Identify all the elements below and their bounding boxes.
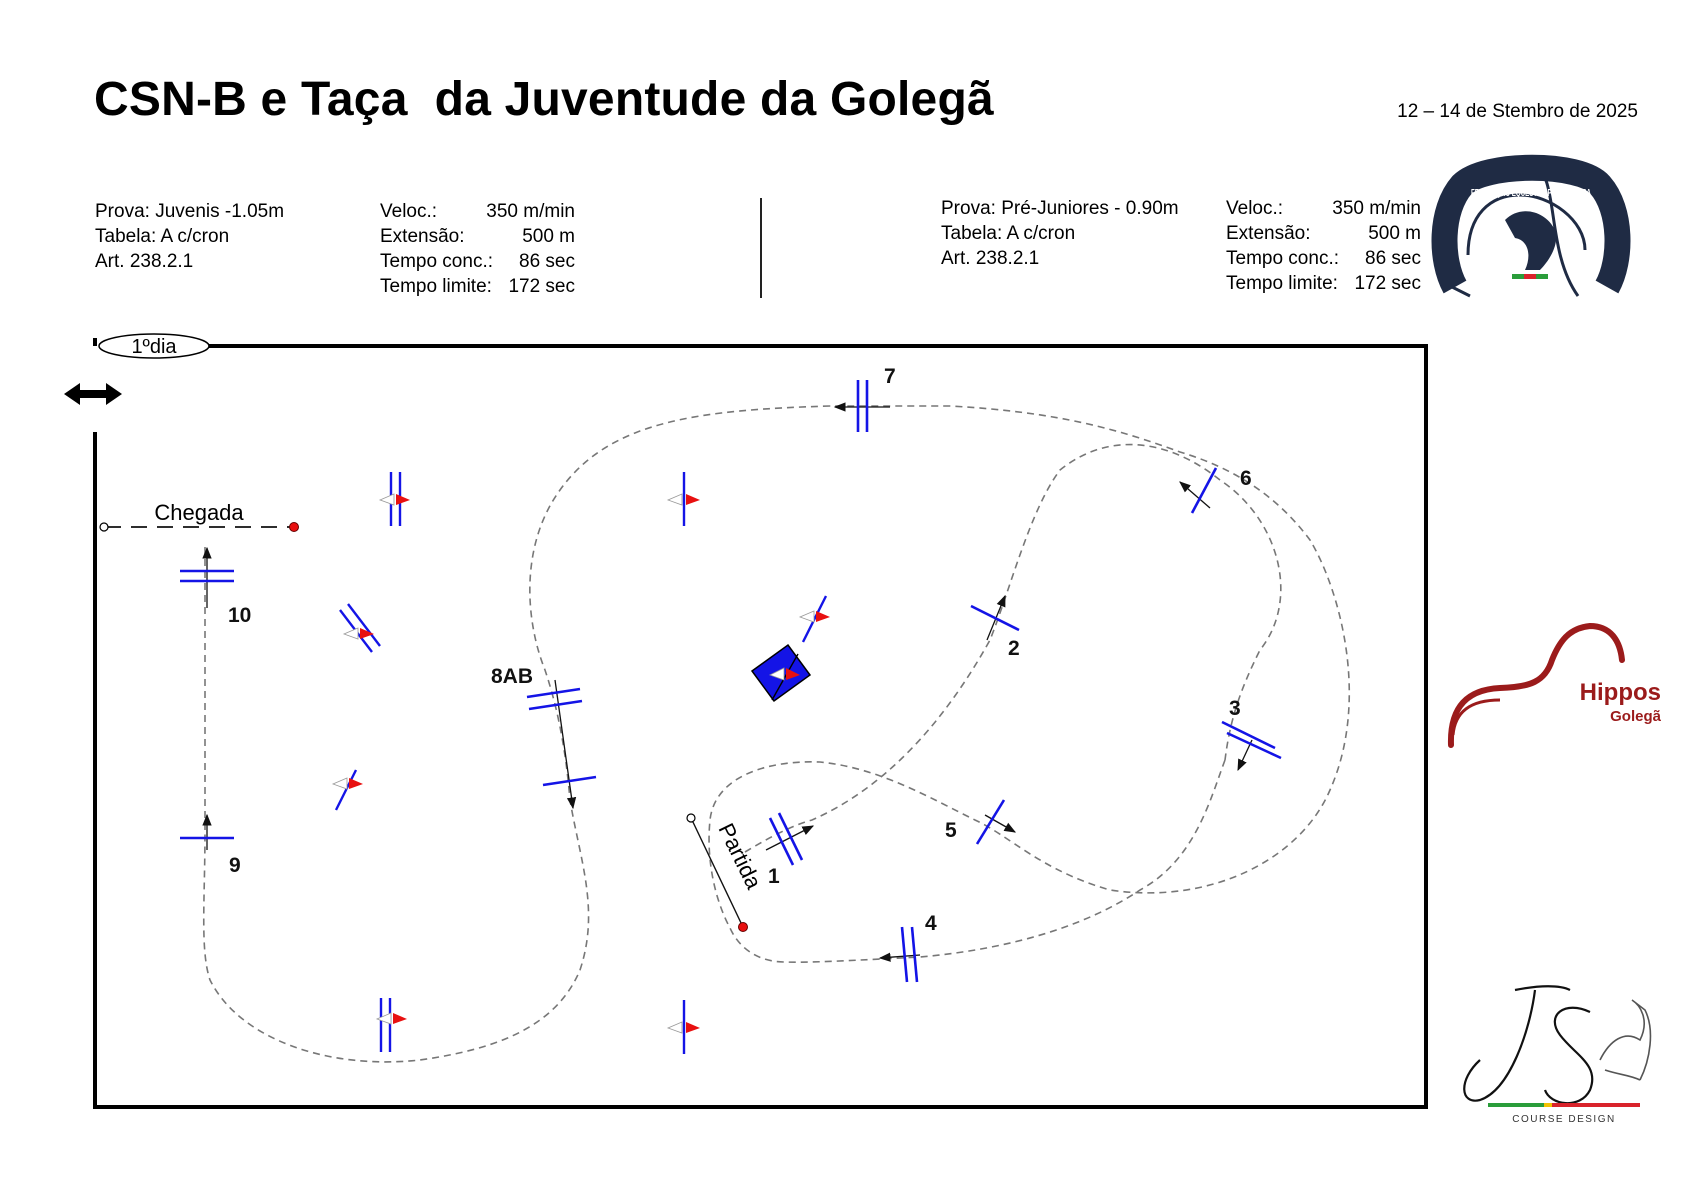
spare-fence bbox=[336, 770, 356, 810]
spec-value: 86 sec bbox=[519, 251, 575, 272]
flag-icon bbox=[344, 628, 358, 639]
flag-icon bbox=[816, 611, 830, 622]
flag-icon bbox=[668, 494, 682, 505]
flag-icon bbox=[686, 1022, 700, 1033]
course-track bbox=[204, 406, 1350, 1062]
obstacle-5 bbox=[977, 800, 1004, 844]
spec-label: Extensão: bbox=[1226, 223, 1311, 244]
day-label-text: 1ºdia bbox=[131, 336, 177, 358]
flag-icon bbox=[393, 1013, 407, 1024]
flag-icon bbox=[800, 611, 814, 622]
page-title: CSN-B e Taça da Juventude da Golegã bbox=[94, 73, 994, 126]
box-obstacle bbox=[752, 645, 810, 701]
spec-label: Tempo conc.: bbox=[1226, 248, 1339, 269]
flag-icon bbox=[668, 1022, 682, 1033]
left-prova: Prova: Juvenis -1.05m bbox=[95, 201, 285, 222]
obstacle-number: 1 bbox=[768, 865, 780, 888]
right-tabela: Tabela: A c/cron bbox=[941, 223, 1076, 244]
day-label bbox=[99, 334, 209, 358]
flag-icon bbox=[349, 778, 363, 789]
obstacle-6 bbox=[1192, 468, 1216, 513]
obstacle-number: 2 bbox=[1008, 637, 1020, 660]
obstacle-number: 7 bbox=[884, 365, 896, 388]
start-label: Partida bbox=[713, 819, 767, 893]
obstacle-number: 6 bbox=[1240, 467, 1252, 490]
flag-icon bbox=[380, 494, 394, 505]
right-art: Art. 238.2.1 bbox=[941, 248, 1040, 269]
spec-label: Veloc.: bbox=[1226, 198, 1284, 219]
obstacle-1 bbox=[770, 813, 802, 865]
flag-icon bbox=[333, 778, 347, 789]
entrance-arrow-icon bbox=[64, 383, 122, 405]
course-design-text: COURSE DESIGN bbox=[1512, 1114, 1616, 1125]
obstacle-number: 3 bbox=[1229, 697, 1241, 720]
obstacle-number: 9 bbox=[229, 854, 241, 877]
course-design-logo bbox=[1464, 986, 1650, 1125]
left-art: Art. 238.2.1 bbox=[95, 251, 194, 272]
obstacle-number: 4 bbox=[925, 912, 937, 935]
hippos-main: Hippos bbox=[1579, 679, 1661, 706]
spec-label: Tempo limite: bbox=[1226, 273, 1338, 294]
obstacle-8A bbox=[527, 689, 582, 709]
spec-value: 350 m/min bbox=[486, 201, 575, 222]
spec-label: Tempo limite: bbox=[380, 276, 492, 297]
hippos-sub: Golegã bbox=[1610, 708, 1661, 725]
obstacle-number: 5 bbox=[945, 819, 957, 842]
track-arrows bbox=[207, 407, 1252, 958]
obstacle-2 bbox=[971, 606, 1019, 630]
obstacle-number: 10 bbox=[228, 604, 252, 627]
spec-value: 500 m bbox=[1368, 223, 1421, 244]
start-line bbox=[687, 814, 767, 932]
spec-label: Extensão: bbox=[380, 226, 465, 247]
left-tabela: Tabela: A c/cron bbox=[95, 226, 230, 247]
spec-value: 172 sec bbox=[508, 276, 575, 297]
right-prova: Prova: Pré-Juniores - 0.90m bbox=[941, 198, 1179, 219]
spec-value: 86 sec bbox=[1365, 248, 1421, 269]
flag-icon bbox=[377, 1013, 391, 1024]
flag-icon bbox=[686, 494, 700, 505]
track-arrow-icon bbox=[555, 680, 573, 808]
spec-label: Veloc.: bbox=[380, 201, 438, 222]
finish-label: Chegada bbox=[154, 500, 244, 525]
track-arrow-icon bbox=[766, 826, 813, 850]
arena-border bbox=[95, 338, 1426, 1107]
hippos-logo bbox=[1451, 626, 1662, 745]
federation-logo bbox=[1439, 163, 1666, 296]
federation-text: FEDERAÇÃO EQUESTRE PORTUGUESA bbox=[1471, 188, 1666, 199]
spec-value: 500 m bbox=[522, 226, 575, 247]
flag-icon bbox=[396, 494, 410, 505]
event-date: 12 – 14 de Stembro de 2025 bbox=[1397, 101, 1638, 122]
spec-label: Tempo conc.: bbox=[380, 251, 493, 272]
obstacle-number: 8AB bbox=[491, 665, 534, 688]
spec-value: 350 m/min bbox=[1332, 198, 1421, 219]
spec-value: 172 sec bbox=[1354, 273, 1421, 294]
obstacles bbox=[180, 380, 1281, 982]
finish-line bbox=[100, 500, 299, 532]
spare-fence bbox=[381, 998, 390, 1052]
obstacle-4 bbox=[902, 927, 917, 982]
